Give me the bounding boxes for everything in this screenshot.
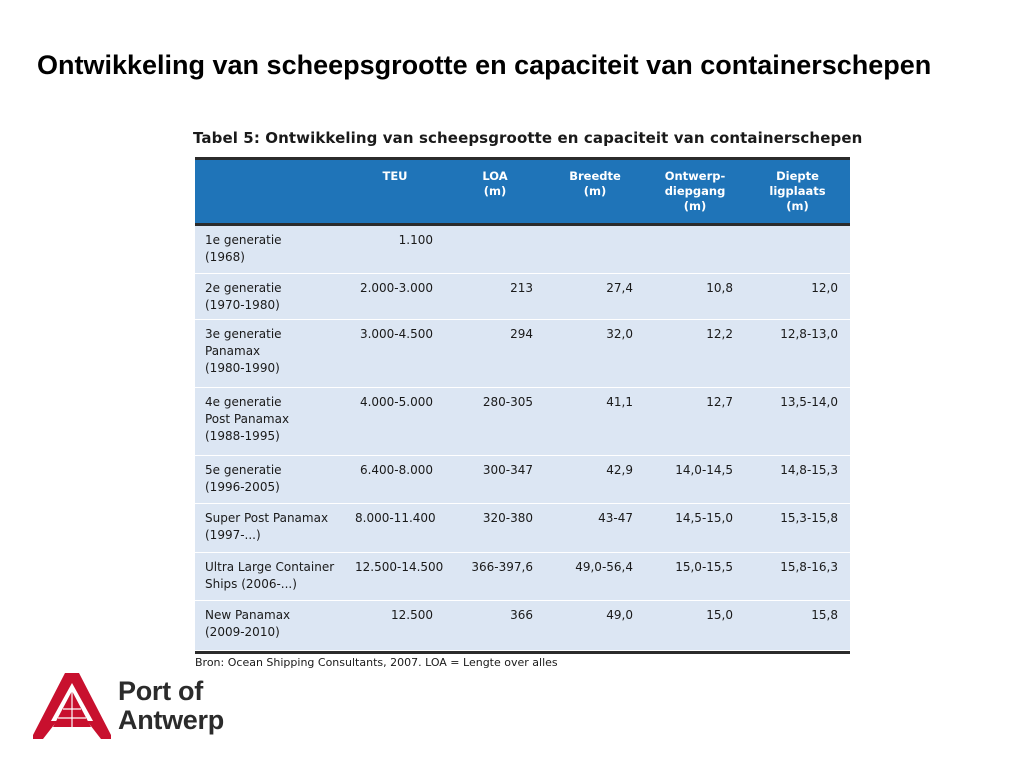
- table-row: [195, 387, 850, 455]
- header-label: [195, 160, 345, 223]
- header-text-line: Breedte: [569, 169, 621, 183]
- loa-cell: 300-347: [445, 455, 545, 503]
- generation-name-line: 2e generatie: [205, 280, 282, 295]
- logo-mark-icon: [33, 671, 111, 741]
- generation-name-line: (1970-1980): [205, 297, 280, 312]
- header-text-line: TEU: [382, 169, 408, 183]
- generation-name-cell: [195, 226, 345, 273]
- generation-name-line: 5e generatie: [205, 462, 282, 477]
- loa-cell: [445, 226, 545, 273]
- teu-cell: 3.000-4.500: [345, 319, 445, 387]
- generation-name-line: 3e generatie: [205, 326, 282, 341]
- table-caption: Tabel 5: Ontwikkeling van scheepsgrootte en capaciteit van containerschepen: [193, 129, 863, 147]
- diepgang-cell: 10,8: [645, 273, 745, 319]
- header-text-line: diepgang: [664, 184, 726, 198]
- generation-name-line: New Panamax: [205, 607, 291, 622]
- diepgang-cell: 14,0-14,5: [645, 455, 745, 503]
- diepte-cell: 15,8-16,3: [745, 552, 850, 600]
- generation-name-line: 4e generatie: [205, 394, 282, 409]
- header-diepte-ligplaats: [745, 160, 850, 223]
- breedte-cell: 41,1: [545, 387, 645, 455]
- breedte-cell: 42,9: [545, 455, 645, 503]
- generation-name-cell: [195, 600, 345, 650]
- header-text-line: (m): [583, 184, 607, 198]
- table-frame: [195, 157, 850, 654]
- loa-cell: 366: [445, 600, 545, 650]
- generation-name-cell: [195, 387, 345, 455]
- diepte-cell: 14,8-15,3: [745, 455, 850, 503]
- logo-wordmark: [118, 677, 224, 735]
- breedte-cell: [545, 226, 645, 273]
- breedte-cell: 43-47: [545, 503, 645, 552]
- generation-name-cell: [195, 273, 345, 319]
- header-teu: [345, 160, 445, 223]
- diepgang-cell: 12,2: [645, 319, 745, 387]
- generation-name-cell: [195, 455, 345, 503]
- generation-name-line: Panamax: [205, 343, 261, 358]
- header-text-line: LOA: [482, 169, 508, 183]
- table-bottom-rule: [195, 651, 850, 654]
- header-text-line: Diepte: [776, 169, 819, 183]
- generation-name-cell: [195, 552, 345, 600]
- diepte-cell: 15,8: [745, 600, 850, 650]
- diepte-cell: 12,8-13,0: [745, 319, 850, 387]
- diepte-cell: 13,5-14,0: [745, 387, 850, 455]
- generation-name-line: (1988-1995): [205, 428, 280, 443]
- table-row: [195, 226, 850, 273]
- teu-cell: 12.500: [345, 600, 445, 650]
- breedte-cell: 27,4: [545, 273, 645, 319]
- generation-name-line: Ships (2006-...): [205, 576, 297, 591]
- table-row: [195, 552, 850, 600]
- diepte-cell: 15,3-15,8: [745, 503, 850, 552]
- generation-name-line: 1e generatie: [205, 233, 282, 247]
- table-row: [195, 455, 850, 503]
- generation-name-line: Post Panamax: [205, 411, 290, 426]
- generation-name-line: (1980-1990): [205, 360, 280, 375]
- generation-name-line: (1968): [205, 250, 245, 264]
- generation-name-line: (1997-...): [205, 527, 261, 542]
- generation-name-cell: [195, 503, 345, 552]
- generation-name-line: (1996-2005): [205, 479, 280, 494]
- logo-line-2: Antwerp: [118, 705, 224, 735]
- port-of-antwerp-logo: [33, 671, 111, 746]
- header-text-line: (m): [786, 199, 809, 213]
- table-header-row: [195, 160, 850, 223]
- teu-cell: 2.000-3.000: [345, 273, 445, 319]
- logo-line-1: Port of: [118, 676, 203, 706]
- diepte-cell: 12,0: [745, 273, 850, 319]
- source-note: Bron: Ocean Shipping Consultants, 2007. LOA = Lengte over alles: [195, 656, 558, 669]
- diepgang-cell: 15,0-15,5: [645, 552, 745, 600]
- table-row: [195, 273, 850, 319]
- loa-cell: 366-397,6: [445, 552, 545, 600]
- table-row: [195, 600, 850, 650]
- ship-size-table: [195, 160, 850, 651]
- diepte-cell: [745, 226, 850, 273]
- diepgang-cell: 15,0: [645, 600, 745, 650]
- header-text-line: (m): [483, 184, 507, 198]
- breedte-cell: 49,0-56,4: [545, 552, 645, 600]
- generation-name-line: (2009-2010): [205, 624, 280, 639]
- header-breedte: [545, 160, 645, 223]
- table-row: [195, 319, 850, 387]
- header-loa: [445, 160, 545, 223]
- header-text-line: ligplaats: [769, 184, 826, 198]
- generation-name-cell: [195, 319, 345, 387]
- slide-title: Ontwikkeling van scheepsgrootte en capaciteit van containerschepen: [37, 50, 932, 80]
- diepgang-cell: [645, 226, 745, 273]
- teu-cell: 1.100: [345, 226, 445, 273]
- teu-cell: 4.000-5.000: [345, 387, 445, 455]
- table-row: [195, 503, 850, 552]
- loa-cell: 280-305: [445, 387, 545, 455]
- header-text-line: (m): [683, 199, 707, 213]
- header-ontwerp-diepgang: [645, 160, 745, 223]
- loa-cell: 320-380: [445, 503, 545, 552]
- loa-cell: 213: [445, 273, 545, 319]
- teu-cell: 6.400-8.000: [345, 455, 445, 503]
- diepgang-cell: 12,7: [645, 387, 745, 455]
- teu-cell: 12.500-14.500: [345, 552, 445, 600]
- generation-name-line: Super Post Panamax: [205, 510, 329, 525]
- header-text-line: Ontwerp-: [664, 169, 726, 183]
- diepgang-cell: 14,5-15,0: [645, 503, 745, 552]
- breedte-cell: 49,0: [545, 600, 645, 650]
- generation-name-line: Ultra Large Container: [205, 559, 335, 574]
- teu-cell: 8.000-11.400: [345, 503, 445, 552]
- breedte-cell: 32,0: [545, 319, 645, 387]
- loa-cell: 294: [445, 319, 545, 387]
